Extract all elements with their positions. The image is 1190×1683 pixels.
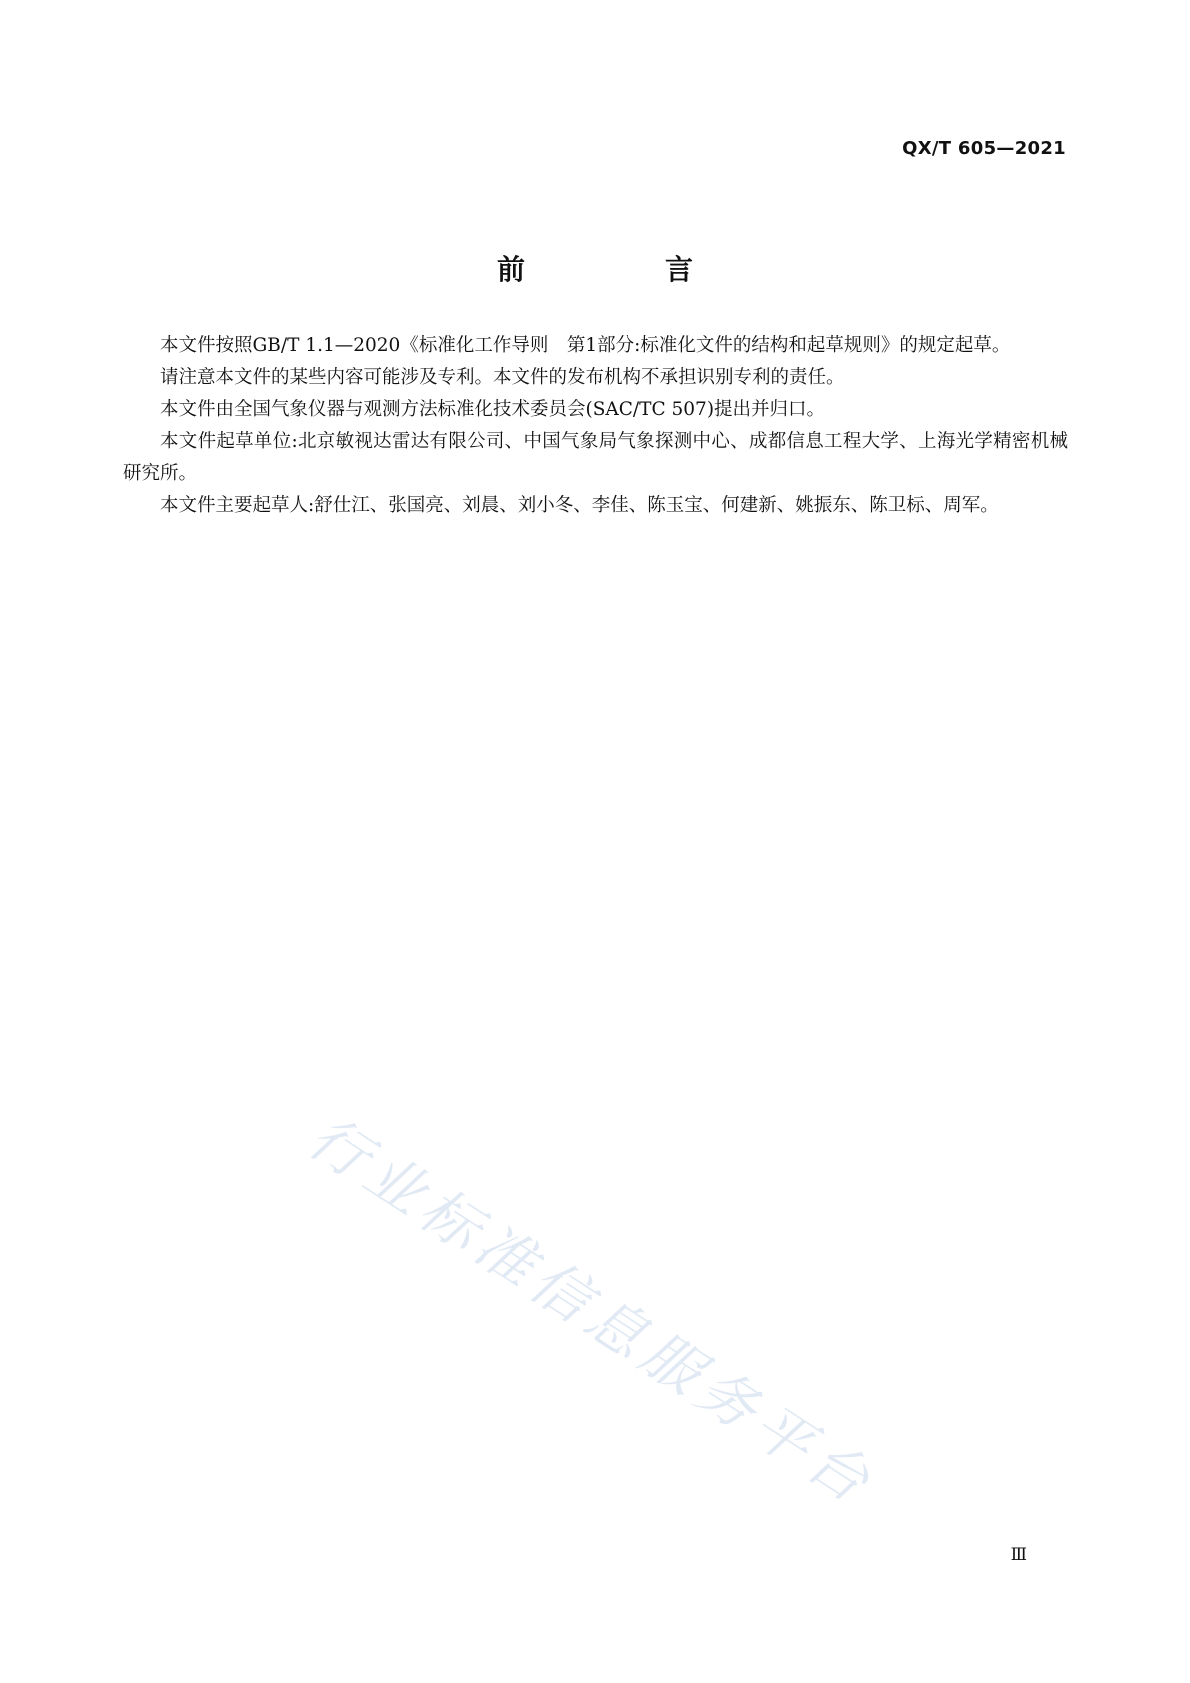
paragraph-patent-notice: 请注意本文件的某些内容可能涉及专利。本文件的发布机构不承担识别专利的责任。 — [160, 367, 845, 388]
paragraph-proposer: 本文件由全国气象仪器与观测方法标准化技术委员会(SAC/TC 507)提出并归口。 — [160, 399, 826, 420]
page-title: 前 言 — [496, 253, 749, 286]
page-number: Ⅲ — [1010, 1545, 1027, 1565]
watermark: 行业标准信息服务平台 — [296, 1102, 888, 1520]
standard-code: QX/T 605—2021 — [902, 138, 1066, 159]
paragraph-drafting-rules: 本文件按照GB/T 1.1—2020《标准化工作导则 第1部分:标准化文件的结构和起草规则》的规定起草。 — [160, 335, 1011, 356]
paragraph-drafting-units: 本文件起草单位:北京敏视达雷达有限公司、中国气象局气象探测中心、成都信息工程大学、上海光学精密机械研究所。 — [123, 431, 1068, 484]
paragraph-drafters: 本文件主要起草人:舒仕江、张国亮、刘晨、刘小冬、李佳、陈玉宝、何建新、姚振东、陈卫标、周军。 — [160, 495, 999, 516]
foreword-body — [123, 330, 1068, 522]
